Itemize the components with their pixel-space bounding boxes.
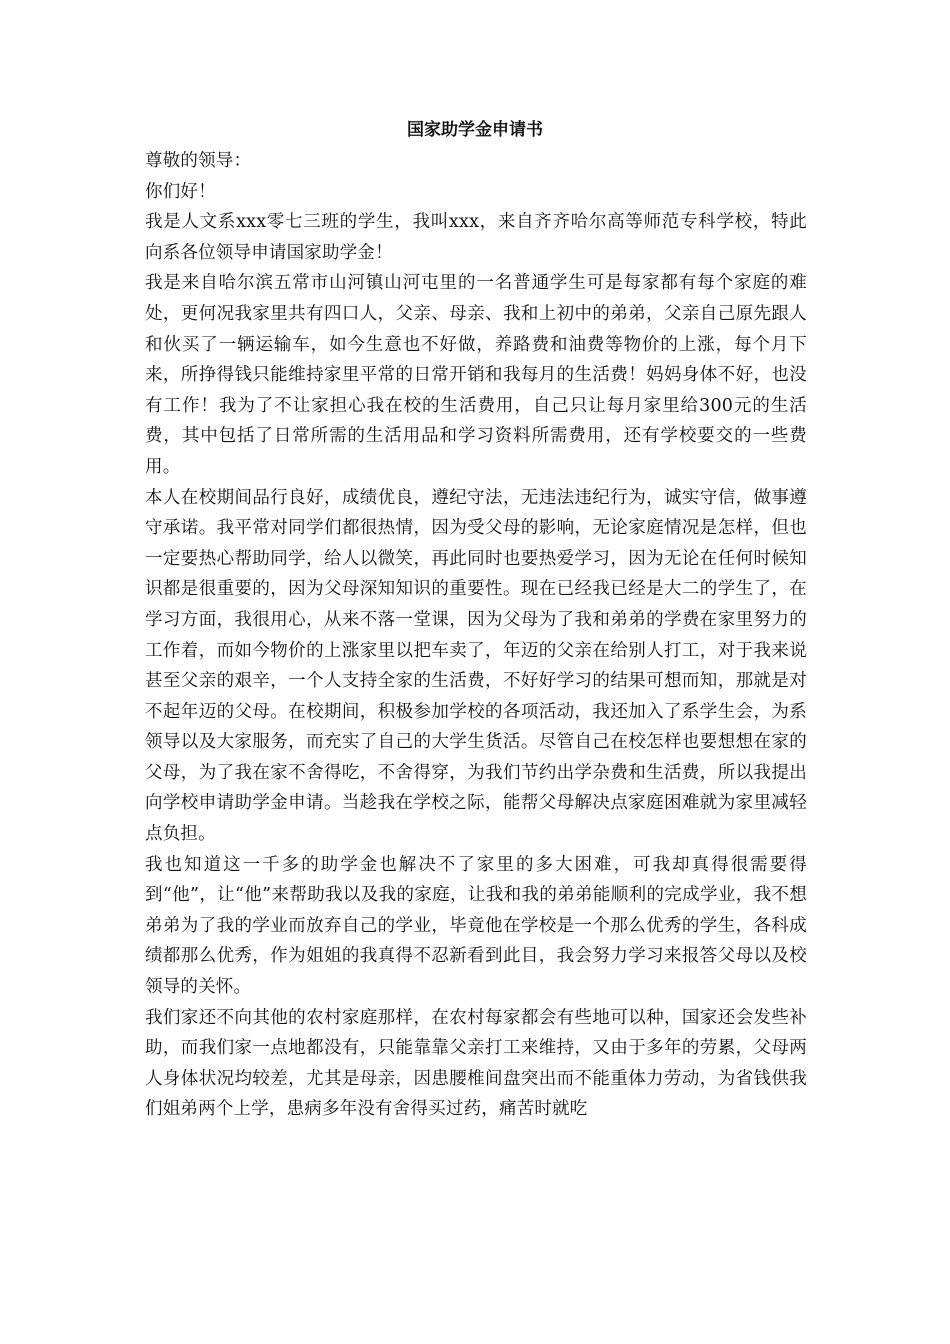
school-performance-paragraph: 本人在校期间品行良好，成绩优良，遵纪守法，无违法违纪行为，诚实守信，做事遵守承诺。我平常对同学们都很热情，因为受父母的影响，无论家庭情况是怎样，但也一定要热心帮助同学，给人以微笑，再此同时也要热爱学习，因为无论在任何时候知识都是很重要的，因为父母深知知识的重要性。现在已经我已经是大二的学生了，在学习方面，我很用心，从来不落一堂课，因为父母为了我和弟弟的学费在家里努力的工作着，而如今物价的上涨家里以把车卖了，年迈的父亲在给别人打工，对于我来说甚至父亲的艰辛，一个人支持全家的生活费，不好好学习的结果可想而知，那就是对不起年迈的父母。在校期间，积极参加学校的各项活动，我还加入了系学生会，为系领导以及大家服务，而充实了自己的大学生货活。尽管自己在校怎样也要想想在家的父母，为了我在家不舍得吃，不舍得穿，为我们节约出学杂费和生活费，所以我提出向学校申请助学金申请。当趁我在学校之际，能帮父母解决点家庭困难就为家里减轻点负担。 <box>145 487 807 845</box>
salutation-paragraph: 尊敬的领导： <box>145 151 252 171</box>
document-body <box>145 146 807 1125</box>
document-title: 国家助学金申请书 <box>407 120 543 140</box>
family-situation-paragraph: 我是来自哈尔滨五常市山河镇山河屯里的一名普通学生可是每家都有每个家庭的难处，更何况我家里共有四口人，父亲、母亲、我和上初中的弟弟，父亲自己原先跟人和伙买了一辆运输车，如今生意也不好做，养路费和油费等物价的上涨，每个月下来，所挣得钱只能维持家里平常的日常开销和我每月的生活费！妈妈身体不好，也没有工作！我为了不让家担心我在校的生活费用，自己只让每月家里给300元的生活费，其中包括了日常所需的生活用品和学习资料所需费用，还有学校要交的一些费用。 <box>145 273 807 477</box>
need-paragraph: 我也知道这一千多的助学金也解决不了家里的多大困难，可我却真得很需要得到“他”，让“他”来帮助我以及我的家庭，让我和我的弟弟能顺利的完成学业，我不想弟弟为了我的学业而放弃自己的学业，毕竟他在学校是一个那么优秀的学生，各科成绩都那么优秀，作为姐姐的我真得不忍新看到此目，我会努力学习来报答父母以及校领导的关怀。 <box>145 854 807 998</box>
home-conditions-paragraph: 我们家还不向其他的农村家庭那样，在农村每家都会有些地可以种，国家还会发些补助，而我们家一点地都没有，只能靠靠父亲打工来维持，又由于多年的劳累，父母两人身体状况均较差，尤其是母亲，因患腰椎间盘突出而不能重体力劳动，为省钱供我们姐弟两个上学，患病多年没有舍得买过药，痛苦时就吃 <box>145 1007 807 1120</box>
greeting-paragraph: 你们好！ <box>145 181 216 202</box>
intro-paragraph: 我是人文系xxx零七三班的学生，我叫xxx，来自齐齐哈尔高等师范专科学校，特此向系各位领导申请国家助学金！ <box>145 212 807 263</box>
